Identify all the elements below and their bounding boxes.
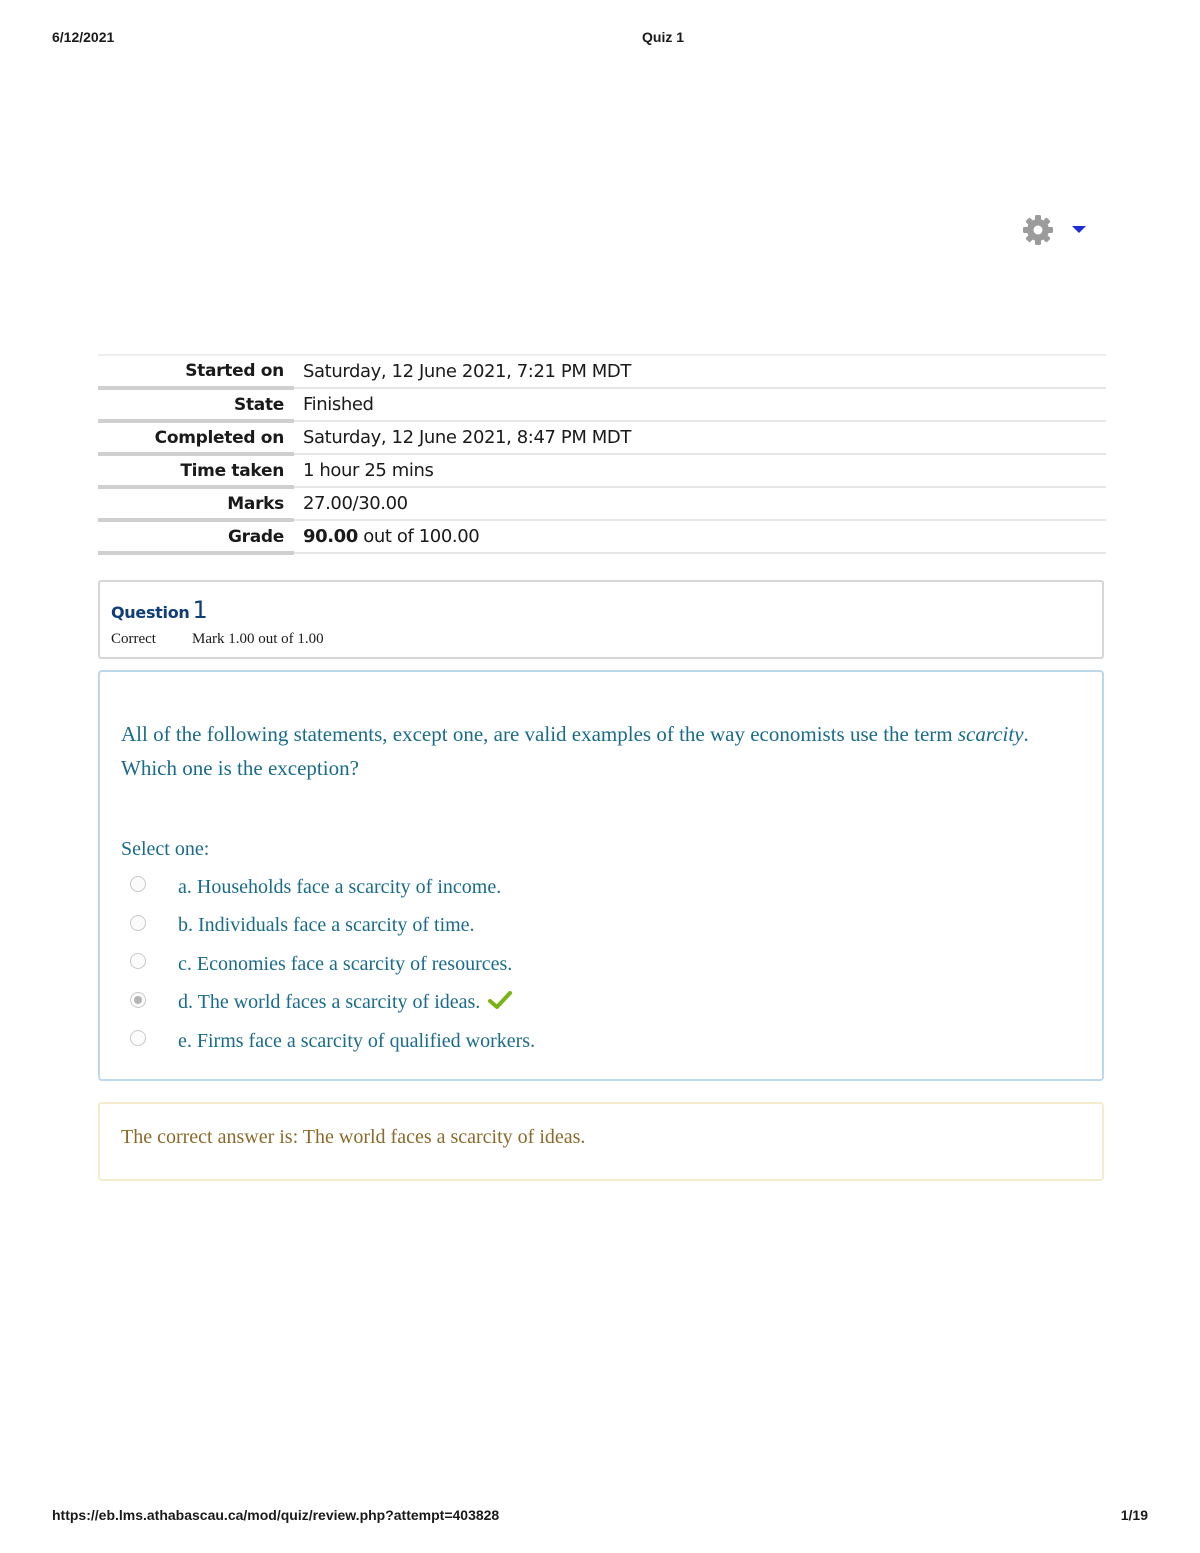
answer-label-b[interactable]: b. Individuals face a scarcity of time. — [178, 914, 475, 937]
print-title: Quiz 1 — [642, 29, 685, 45]
answer-option-e[interactable] — [130, 1022, 535, 1061]
answer-radio-e[interactable] — [130, 1030, 146, 1046]
question-text-end: . Which one is the exception? — [121, 722, 1029, 780]
question-text-term: scarcity — [957, 722, 1024, 746]
answer-label-e[interactable]: e. Firms face a scarcity of qualified workers. — [178, 1029, 536, 1052]
answer-list — [130, 868, 535, 1061]
question-text-start: All of the following statements, except one, are valid examples of the way economists use the term — [121, 722, 958, 746]
question-number-value: 1 — [192, 596, 208, 624]
checkmark-icon — [488, 991, 512, 1014]
answer-option-a[interactable] — [130, 868, 535, 907]
question-state: Correct — [111, 631, 156, 647]
summary-value: Saturday, 12 June 2021, 8:47 PM MDT — [294, 421, 1106, 454]
print-url: https://eb.lms.athabascau.ca/mod/quiz/review.php?attempt=403828 — [52, 1507, 500, 1523]
question-label: Question — [111, 603, 190, 622]
summary-value: Saturday, 12 June 2021, 7:21 PM MDT — [294, 355, 1106, 388]
print-footer — [52, 1507, 1148, 1527]
settings-menu[interactable] — [1020, 212, 1086, 248]
summary-row — [98, 355, 1106, 388]
print-page-number: 1/19 — [1120, 1507, 1148, 1523]
correct-answer-text: The correct answer is: The world faces a scarcity of ideas. — [121, 1126, 586, 1148]
summary-value: Finished — [294, 388, 1106, 421]
grade-value: 90.00 — [303, 526, 358, 547]
attempt-summary-table — [98, 354, 1106, 555]
summary-value: 27.00/30.00 — [294, 487, 1106, 520]
summary-value: 1 hour 25 mins — [294, 454, 1106, 487]
feedback-box — [98, 1102, 1104, 1181]
answer-radio-d[interactable] — [130, 992, 146, 1008]
summary-label: Started on — [98, 355, 294, 388]
print-date: 6/12/2021 — [52, 29, 115, 45]
summary-label: Time taken — [98, 454, 294, 487]
question-formulation — [98, 670, 1104, 1081]
answer-label-d[interactable]: d. The world faces a scarcity of ideas. — [178, 991, 481, 1014]
answer-label-a[interactable]: a. Households face a scarcity of income. — [178, 875, 502, 898]
summary-label: Marks — [98, 487, 294, 520]
select-one-label: Select one: — [121, 838, 210, 860]
caret-down-icon[interactable] — [1072, 225, 1086, 235]
summary-row — [98, 388, 1106, 421]
summary-value — [294, 520, 1106, 553]
question-text — [121, 717, 1061, 785]
answer-option-c[interactable] — [130, 945, 535, 984]
summary-label: Grade — [98, 520, 294, 553]
grade-out-of: out of 100.00 — [357, 526, 480, 547]
summary-label: State — [98, 388, 294, 421]
answer-option-b[interactable] — [130, 907, 535, 946]
question-number — [111, 596, 207, 624]
summary-row — [98, 520, 1106, 553]
summary-label: Completed on — [98, 421, 294, 454]
answer-option-d[interactable] — [130, 984, 535, 1023]
question-mark: Mark 1.00 out of 1.00 — [192, 631, 324, 647]
gear-icon[interactable] — [1020, 212, 1056, 248]
summary-row — [98, 487, 1106, 520]
summary-row — [98, 454, 1106, 487]
answer-radio-c[interactable] — [130, 953, 146, 969]
print-header — [52, 29, 1148, 49]
answer-radio-b[interactable] — [130, 915, 146, 931]
question-info-box — [98, 580, 1104, 659]
answer-label-c[interactable]: c. Economies face a scarcity of resources. — [178, 952, 513, 975]
summary-row — [98, 421, 1106, 454]
answer-radio-a[interactable] — [130, 876, 146, 892]
